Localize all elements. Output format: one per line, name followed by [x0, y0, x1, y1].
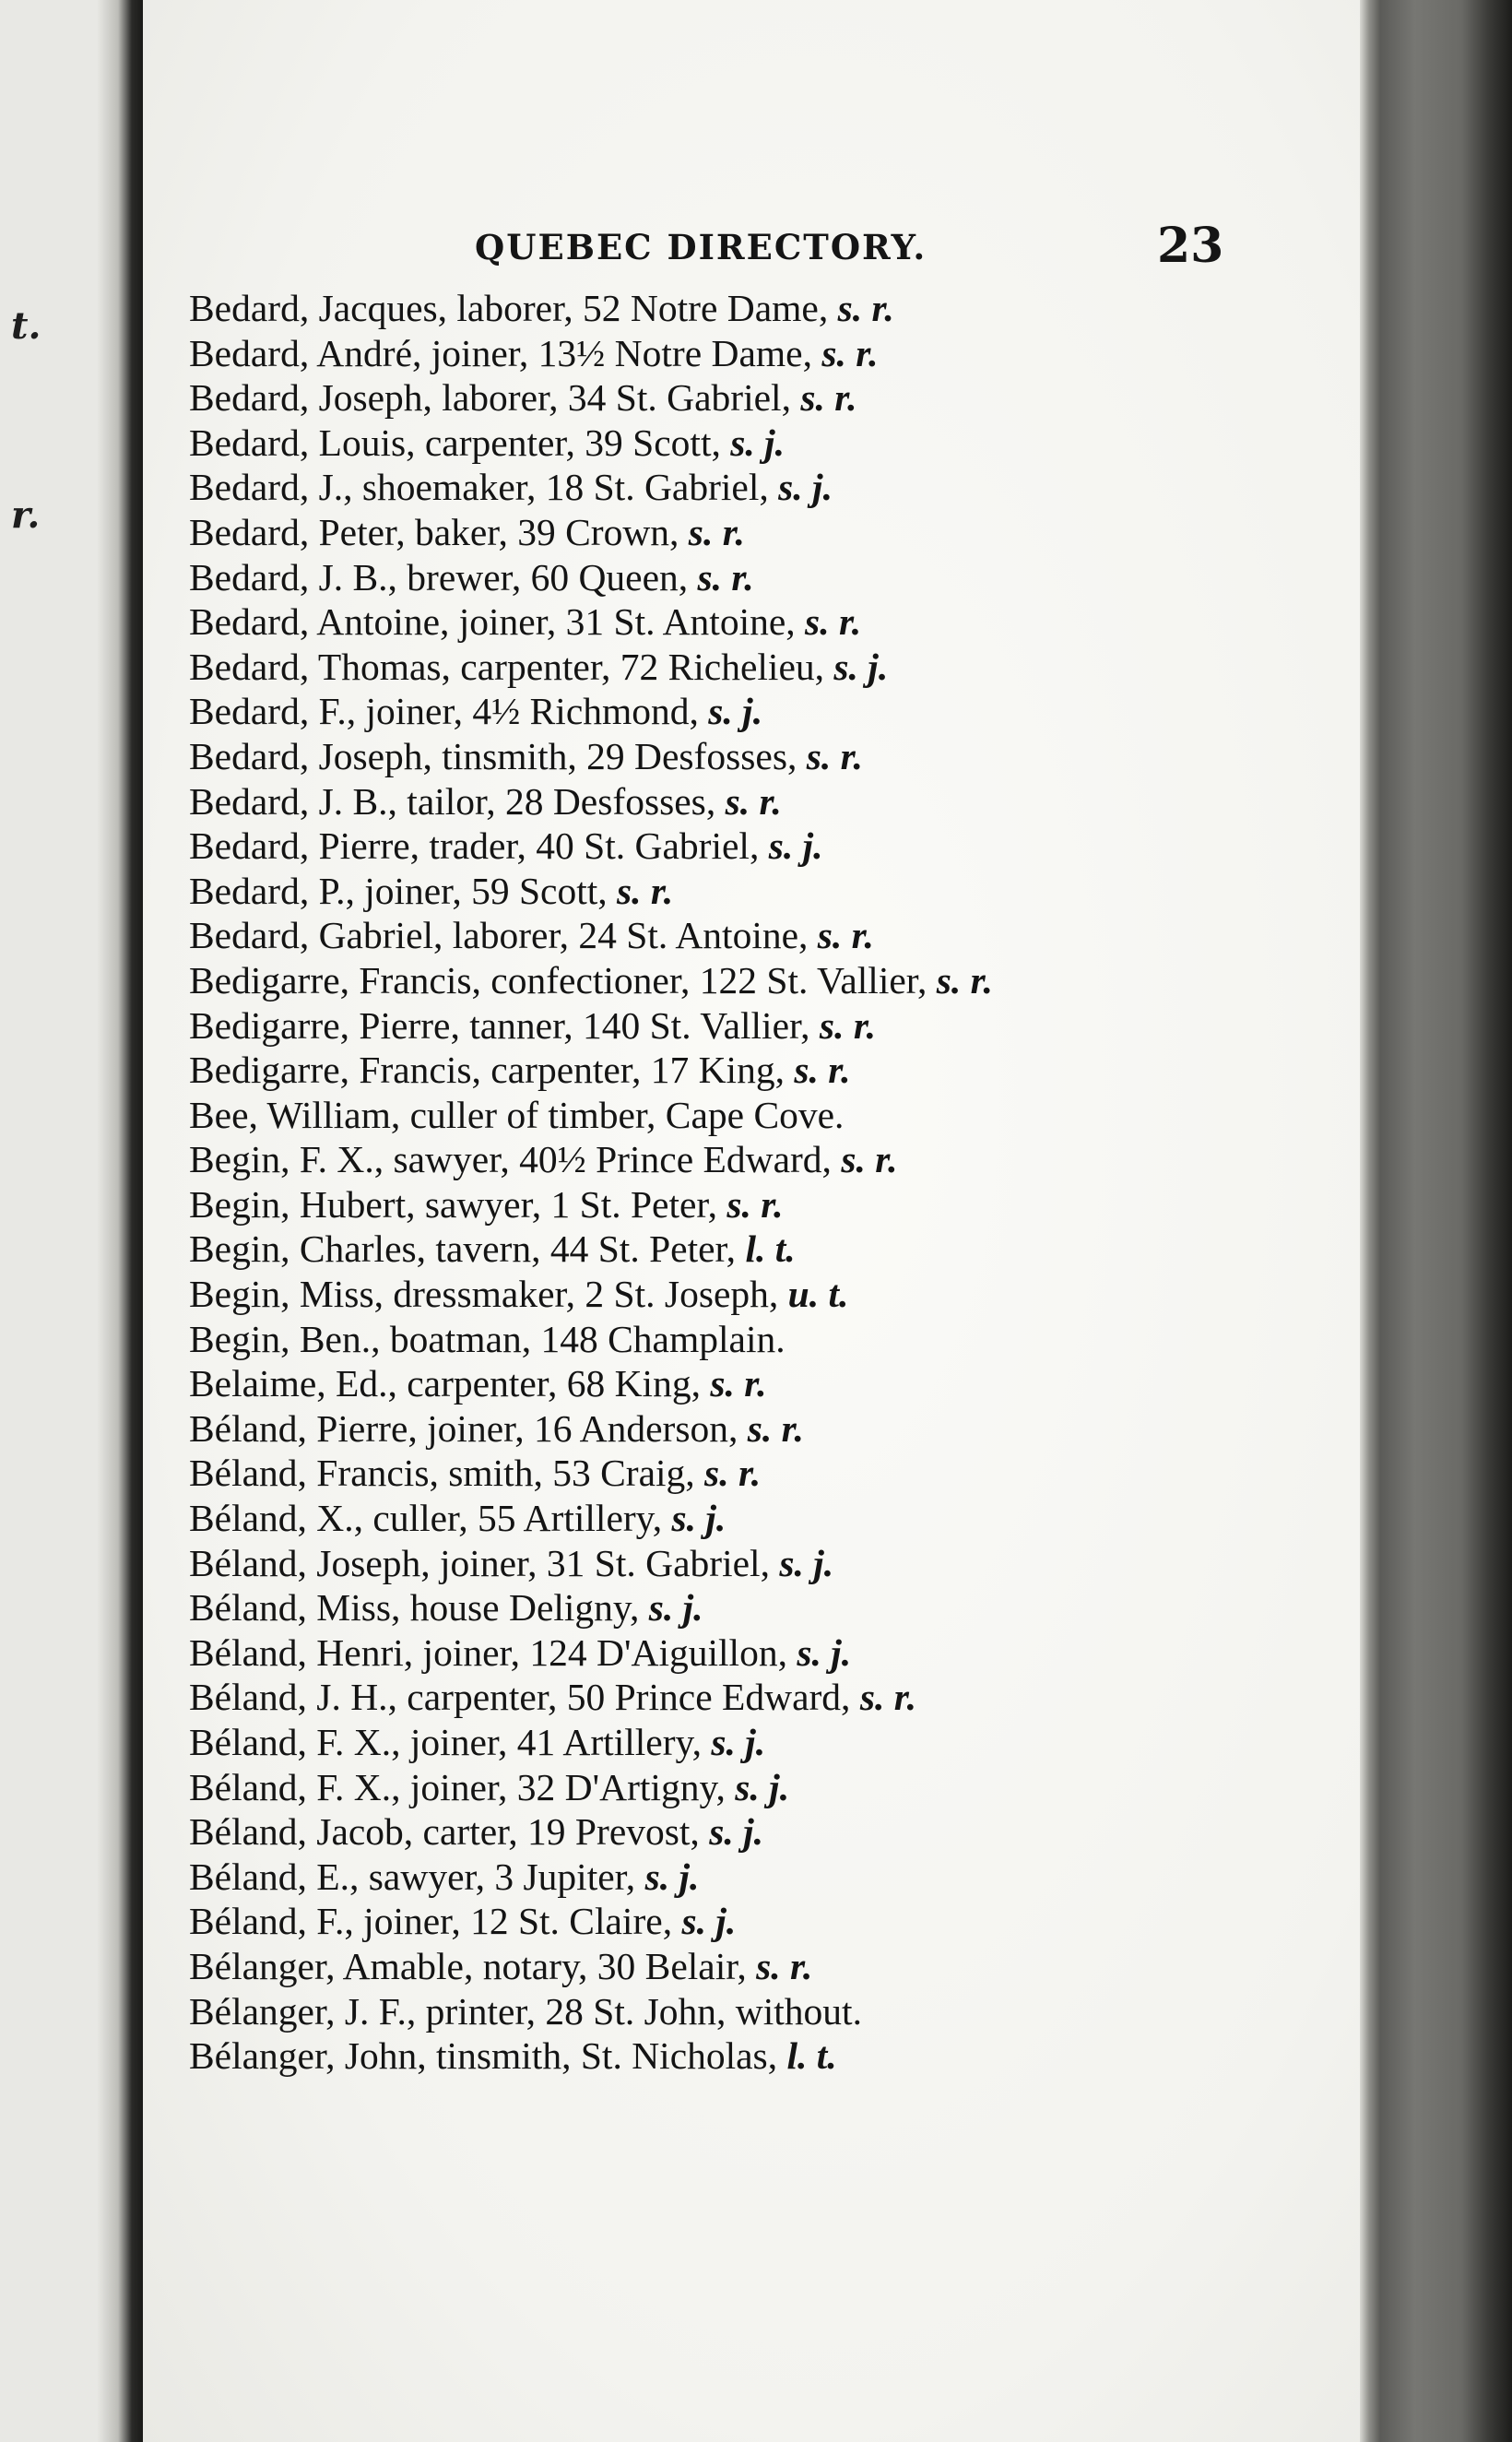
entry-text: Bedigarre, Francis, carpenter, 17 King,: [189, 1049, 785, 1092]
directory-entry: [189, 1989, 1240, 2034]
entry-text: Bedard, P., joiner, 59 Scott,: [189, 869, 608, 912]
directory-entry: [189, 599, 1240, 645]
directory-entries: [189, 286, 1240, 2079]
location-abbreviation: s. r.: [794, 1049, 851, 1092]
directory-entry: [189, 1675, 1240, 1720]
directory-entry: [189, 1093, 1240, 1138]
entry-text: Béland, F. X., joiner, 32 D'Artigny,: [189, 1765, 726, 1808]
location-abbreviation: s. r.: [859, 1676, 916, 1719]
entry-text: Béland, F. X., joiner, 41 Artillery,: [189, 1721, 702, 1763]
location-abbreviation: u. t.: [787, 1273, 849, 1316]
entry-text: Begin, F. X., sawyer, 40½ Prince Edward,: [189, 1138, 832, 1181]
location-abbreviation: s. r.: [805, 600, 862, 644]
location-abbreviation: s. j.: [644, 1855, 700, 1898]
location-abbreviation: s. j.: [797, 1630, 852, 1674]
directory-page: [143, 0, 1360, 2442]
location-abbreviation: s. r.: [617, 869, 674, 912]
entry-text: Bedard, Joseph, tinsmith, 29 Desfosses,: [189, 734, 797, 777]
location-abbreviation: l. t.: [786, 2034, 837, 2078]
entry-text: Bedard, J. B., brewer, 60 Queen,: [189, 555, 689, 599]
location-abbreviation: s. r.: [936, 958, 993, 1002]
entry-text: Begin, Ben., boatman, 148 Champlain.: [189, 1317, 786, 1360]
directory-entry: [189, 2033, 1240, 2079]
location-abbreviation: s. r.: [806, 734, 863, 777]
directory-entry: [189, 421, 1240, 466]
entry-text: Bedard, Louis, carpenter, 39 Scott,: [189, 421, 721, 464]
entry-text: Bedard, Thomas, carpenter, 72 Richelieu,: [189, 645, 825, 688]
entry-text: Bedard, Peter, baker, 39 Crown,: [189, 510, 679, 553]
location-abbreviation: s. j.: [681, 1900, 737, 1943]
location-abbreviation: s. r.: [756, 1944, 813, 1987]
location-abbreviation: s. j.: [730, 421, 786, 464]
entry-text: Béland, Joseph, joiner, 31 St. Gabriel,: [189, 1541, 770, 1584]
entry-text: Begin, Hubert, sawyer, 1 St. Peter,: [189, 1182, 717, 1226]
entry-text: Béland, Jacob, carter, 19 Prevost,: [189, 1810, 700, 1854]
directory-entry: [189, 1272, 1240, 1317]
entry-text: Bedigarre, Francis, confectioner, 122 St. Vallier,: [189, 958, 927, 1002]
entry-text: Bedigarre, Pierre, tanner, 140 St. Vallier,: [189, 1003, 810, 1047]
location-abbreviation: s. j.: [648, 1586, 703, 1630]
location-abbreviation: s. r.: [726, 1182, 784, 1226]
location-abbreviation: s. r.: [837, 287, 894, 329]
directory-entry: [189, 779, 1240, 824]
location-abbreviation: l. t.: [745, 1227, 796, 1271]
directory-entry: [189, 1182, 1240, 1227]
location-abbreviation: s. r.: [704, 1452, 762, 1495]
entry-text: Béland, Pierre, joiner, 16 Anderson,: [189, 1406, 738, 1450]
directory-entry: [189, 869, 1240, 914]
entry-text: Béland, F., joiner, 12 St. Claire,: [189, 1900, 673, 1943]
entry-text: Bedard, J., shoemaker, 18 St. Gabriel,: [189, 466, 769, 509]
entry-text: Béland, Henri, joiner, 124 D'Aiguillon,: [189, 1630, 787, 1674]
directory-entry: [189, 1899, 1240, 1944]
location-abbreviation: s. j.: [779, 1541, 834, 1584]
location-abbreviation: s. j.: [711, 1721, 766, 1763]
location-abbreviation: s. j.: [778, 466, 833, 509]
entry-text: Bee, William, culler of timber, Cape Cove.: [189, 1093, 845, 1136]
entry-text: Béland, Francis, smith, 53 Craig,: [189, 1452, 695, 1495]
entry-text: Bedard, Gabriel, laborer, 24 St. Antoine,: [189, 914, 809, 957]
entry-text: Béland, Miss, house Deligny,: [189, 1586, 640, 1630]
directory-entry: [189, 555, 1240, 600]
directory-entry: [189, 1048, 1240, 1093]
location-abbreviation: s. j.: [735, 1765, 790, 1808]
entry-text: Bedard, J. B., tailor, 28 Desfosses,: [189, 779, 716, 823]
entry-text: Bedard, André, joiner, 13½ Notre Dame,: [189, 331, 812, 374]
location-abbreviation: s. r.: [819, 1003, 877, 1047]
directory-entry: [189, 645, 1240, 690]
directory-entry: [189, 1406, 1240, 1452]
directory-entry: [189, 1361, 1240, 1406]
location-abbreviation: s. r.: [710, 1362, 767, 1405]
location-abbreviation: s. j.: [833, 645, 889, 688]
directory-entry: [189, 958, 1240, 1003]
entry-text: Bedard, Pierre, trader, 40 St. Gabriel,: [189, 824, 760, 868]
page-number: 23: [1157, 218, 1224, 274]
entry-text: Bedard, Antoine, joiner, 31 St. Antoine,: [189, 600, 796, 644]
entry-text: Bélanger, John, tinsmith, St. Nicholas,: [189, 2034, 778, 2078]
entry-text: Begin, Charles, tavern, 44 St. Peter,: [189, 1227, 737, 1271]
directory-entry: [189, 1720, 1240, 1765]
directory-entry: [189, 1451, 1240, 1496]
directory-entry: [189, 1630, 1240, 1676]
directory-entry: [189, 1765, 1240, 1810]
location-abbreviation: s. r.: [800, 376, 857, 420]
book-binding-left: [0, 0, 143, 2442]
location-abbreviation: s. j.: [708, 690, 763, 733]
location-abbreviation: s. j.: [709, 1810, 763, 1854]
directory-entry: [189, 510, 1240, 555]
entry-text: Bedard, Joseph, laborer, 34 St. Gabriel,: [189, 376, 791, 420]
location-abbreviation: s. r.: [725, 779, 782, 823]
location-abbreviation: s. j.: [671, 1497, 726, 1540]
directory-entry: [189, 734, 1240, 779]
directory-entry: [189, 1317, 1240, 1362]
directory-entry: [189, 1541, 1240, 1586]
directory-entry: [189, 913, 1240, 958]
book-edge-right: [1360, 0, 1512, 2442]
directory-entry: [189, 331, 1240, 376]
entry-text: Bélanger, J. F., printer, 28 St. John, without.: [189, 1989, 862, 2033]
directory-entry: [189, 286, 1240, 331]
directory-entry: [189, 375, 1240, 421]
entry-text: Béland, X., culler, 55 Artillery,: [189, 1497, 663, 1540]
entry-text: Bedard, Jacques, laborer, 52 Notre Dame,: [189, 287, 829, 329]
directory-entry: [189, 1944, 1240, 1989]
entry-text: Begin, Miss, dressmaker, 2 St. Joseph,: [189, 1273, 779, 1316]
directory-entry: [189, 1585, 1240, 1630]
directory-entry: [189, 1855, 1240, 1900]
directory-entry: [189, 824, 1240, 869]
location-abbreviation: s. r.: [747, 1406, 804, 1450]
location-abbreviation: s. j.: [768, 824, 823, 868]
location-abbreviation: s. r.: [841, 1138, 898, 1181]
entry-text: Béland, E., sawyer, 3 Jupiter,: [189, 1855, 636, 1898]
directory-entry: [189, 465, 1240, 510]
entry-text: Bélanger, Amable, notary, 30 Belair,: [189, 1944, 747, 1987]
entry-text: Bedard, F., joiner, 4½ Richmond,: [189, 690, 699, 733]
location-abbreviation: s. r.: [817, 914, 874, 957]
directory-entry: [189, 1809, 1240, 1855]
running-title: QUEBEC DIRECTORY.: [475, 227, 927, 267]
directory-entry: [189, 1003, 1240, 1049]
directory-entry: [189, 1137, 1240, 1182]
entry-text: Béland, J. H., carpenter, 50 Prince Edward,: [189, 1676, 851, 1719]
location-abbreviation: s. r.: [697, 555, 754, 599]
bleed-glyph: t.: [11, 304, 41, 348]
location-abbreviation: s. r.: [821, 331, 879, 374]
directory-entry: [189, 1496, 1240, 1541]
directory-entry: [189, 1227, 1240, 1272]
location-abbreviation: s. r.: [688, 510, 745, 553]
page-header: [143, 214, 1360, 279]
directory-entry: [189, 689, 1240, 734]
bleed-glyph: r.: [11, 493, 41, 537]
entry-text: Belaime, Ed., carpenter, 68 King,: [189, 1362, 701, 1405]
